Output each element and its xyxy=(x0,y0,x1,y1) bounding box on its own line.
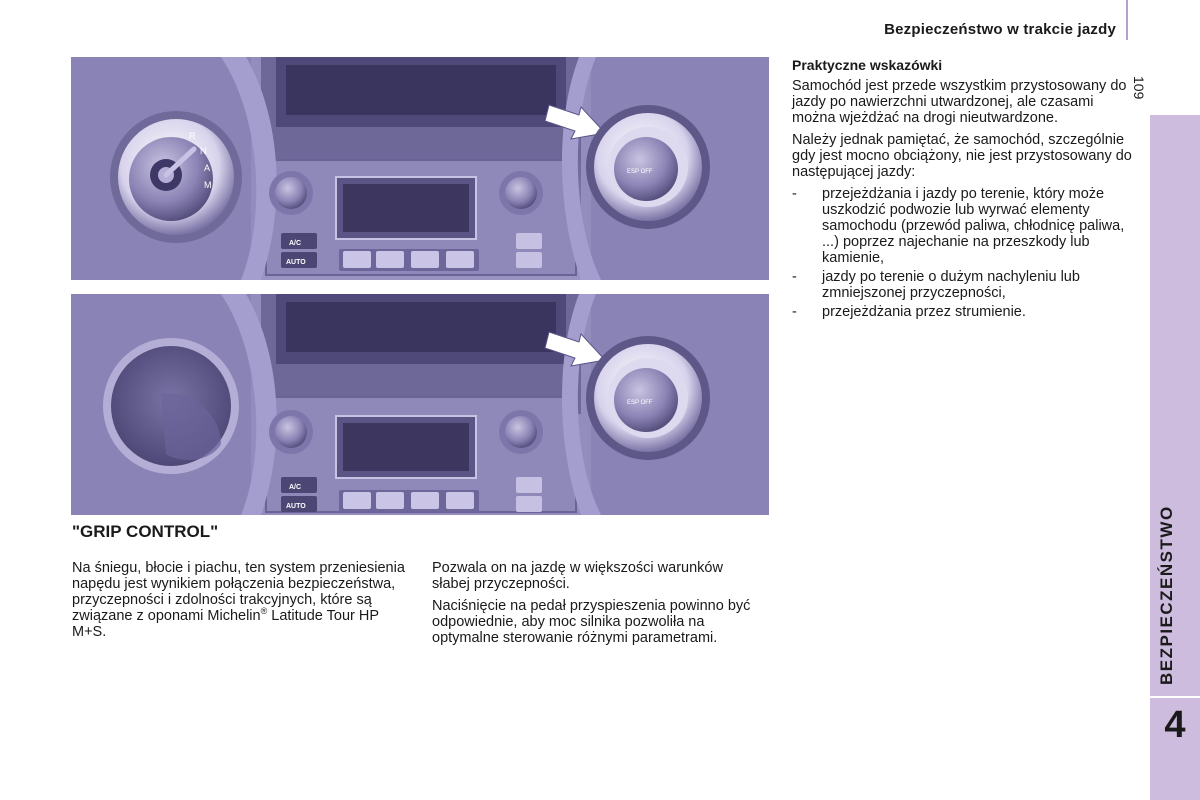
esp-off-label: ESP OFF xyxy=(627,169,653,175)
running-header: Bezpieczeństwo w trakcie jazdy xyxy=(884,21,1116,38)
grip-control-paragraph: Pozwala on na jazdę w większości warunków słabej przyczepności. xyxy=(432,560,723,592)
practical-paragraph: Należy jednak pamiętać, że samochód, szczególnie gdy jest mocno obciążony, nie jest przystosowany do następującej jazdy: xyxy=(792,132,1132,180)
section-heading-grip-control: "GRIP CONTROL" xyxy=(72,522,219,541)
side-tab-divider xyxy=(1150,696,1200,698)
grip-control-paragraph: Na śniegu, błocie i piachu, ten system przeniesienia napędu jest wynikiem połączenia bezpieczeństwa, przyczepności i zdolności trakcyjnych, które są związane z oponami Michelin® Latitude Tour HP M+S. xyxy=(72,560,405,640)
page-number: 109 xyxy=(1131,76,1147,100)
practical-paragraph: Samochód jest przede wszystkim przystosowany do jazdy po nawierzchni utwardzonej, ale czasami można wjeżdżać na drogi nieutwardzone. xyxy=(792,78,1127,126)
grip-control-description xyxy=(72,560,417,646)
mode-letter: M xyxy=(204,180,212,190)
figure-dashboard-with-mode-dial xyxy=(71,57,769,280)
list-item: - przejeżdżania przez strumienie. xyxy=(792,304,1132,320)
ac-button-label: A/C xyxy=(289,484,302,491)
figure-dashboard-with-storage xyxy=(71,294,769,515)
auto-button-label: AUTO xyxy=(286,503,306,510)
mode-letter: A xyxy=(204,163,211,173)
esp-off-label: ESP OFF xyxy=(627,400,653,406)
mode-letter: R xyxy=(189,131,196,141)
header-divider xyxy=(1126,0,1128,40)
list-item: - przejeżdżania i jazdy po terenie, który może uszkodzić podwozie lub wyrwać elementy samochodu (przewód paliwa, chłodnicę paliwa, ...) poprzez najechanie na przeszkody lub kamienie, xyxy=(792,186,1132,266)
practical-list xyxy=(792,186,1132,320)
mode-letter: N xyxy=(200,146,207,156)
ac-button-label: A/C xyxy=(289,240,302,247)
practical-tips xyxy=(792,57,1132,323)
auto-button-label: AUTO xyxy=(286,259,306,266)
practical-tips-heading: Praktyczne wskazówki xyxy=(792,57,943,73)
grip-control-details xyxy=(432,560,762,652)
list-item: - jazdy po terenie o dużym nachyleniu lub zmniejszonej przyczepności, xyxy=(792,269,1132,301)
chapter-section-title: BEZPIECZEŃSTWO xyxy=(1157,505,1176,685)
grip-control-paragraph: Naciśnięcie na pedał przyspieszenia powinno być odpowiednie, aby moc silnika pozwoliła na optymalne sterowanie różnymi parametrami. xyxy=(432,598,751,646)
chapter-number: 4 xyxy=(1164,704,1186,746)
